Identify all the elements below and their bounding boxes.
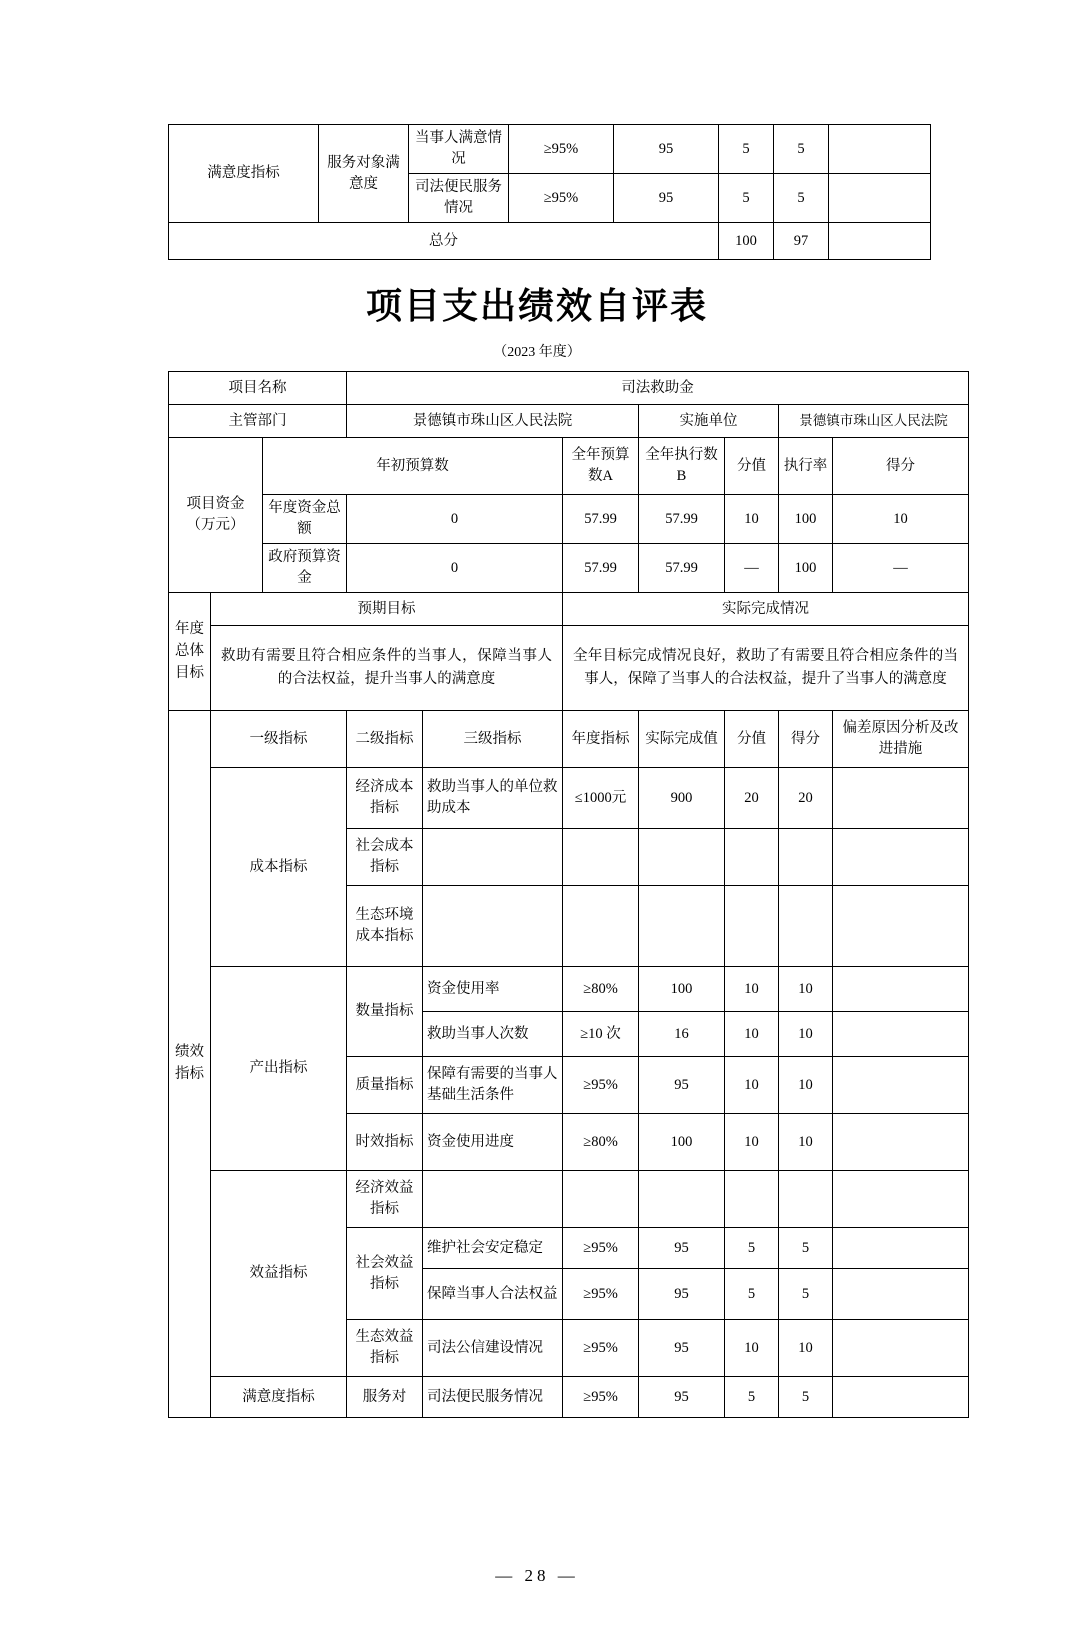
cell-level1: 成本指标 — [211, 768, 347, 967]
cell-level3 — [423, 886, 563, 967]
cell-level1: 产出指标 — [211, 967, 347, 1171]
cell-level2: 服务对 — [347, 1377, 423, 1418]
cell-score-value: 10 — [725, 1320, 779, 1377]
page-number: — 28 — — [495, 1566, 579, 1585]
header-remark: 偏差原因分析及改进措施 — [833, 711, 969, 768]
cell-score — [779, 886, 833, 967]
header-begin-budget: 年初预算数 — [263, 438, 563, 495]
header-exec-rate: 执行率 — [779, 438, 833, 495]
cell-actual: 95 — [639, 1320, 725, 1377]
total-value: 100 — [719, 223, 774, 260]
cell-actual: 16 — [639, 1012, 725, 1057]
table-row — [169, 125, 931, 174]
funds-score: 10 — [833, 495, 969, 544]
label-unit: 实施单位 — [639, 405, 779, 438]
cell-score-value: 5 — [725, 1377, 779, 1418]
cell-annual-target: ≥95% — [509, 125, 614, 174]
cell-actual — [639, 886, 725, 967]
cell-score: 5 — [774, 125, 829, 174]
cell-level3: 救助当事人的单位救助成本 — [423, 768, 563, 829]
cell-annual-target — [563, 886, 639, 967]
value-unit: 景德镇市珠山区人民法院 — [779, 405, 969, 438]
document-page — [0, 124, 1074, 1644]
cell-level3: 司法便民服务情况 — [423, 1377, 563, 1418]
header-year-budget: 全年预算数A — [563, 438, 639, 495]
cell-level2: 社会效益指标 — [347, 1228, 423, 1320]
header-level1: 一级指标 — [211, 711, 347, 768]
row-department — [169, 405, 969, 438]
label-department: 主管部门 — [169, 405, 347, 438]
cell-annual-target — [563, 1171, 639, 1228]
row-funds-government — [169, 544, 969, 593]
page-title: 项目支出绩效自评表 — [365, 286, 708, 327]
cell-level3: 司法便民服务情况 — [409, 174, 509, 223]
cell-level2: 生态效益指标 — [347, 1320, 423, 1377]
cell-level3 — [423, 1171, 563, 1228]
cell-score — [779, 829, 833, 886]
cell-level3: 资金使用率 — [423, 967, 563, 1012]
cell-actual — [639, 1171, 725, 1228]
cell-annual-target: ≥80% — [563, 967, 639, 1012]
funds-begin-budget: 0 — [347, 544, 563, 593]
cell-remark — [833, 768, 969, 829]
cell-level2: 经济成本指标 — [347, 768, 423, 829]
header-score-value: 分值 — [725, 711, 779, 768]
cell-score: 5 — [779, 1377, 833, 1418]
cell-level3: 保障当事人合法权益 — [423, 1269, 563, 1320]
cell-remark — [833, 967, 969, 1012]
cell-score-value: 5 — [725, 1269, 779, 1320]
funds-year-budget: 57.99 — [563, 495, 639, 544]
cell-actual: 95 — [614, 174, 719, 223]
cell-score: 10 — [779, 1057, 833, 1114]
cell-level2: 社会成本指标 — [347, 829, 423, 886]
cell-actual: 95 — [639, 1269, 725, 1320]
label-actual-completion: 实际完成情况 — [563, 593, 969, 626]
header-score-value: 分值 — [725, 438, 779, 495]
cell-annual-target: ≥95% — [563, 1320, 639, 1377]
header-actual-value: 实际完成值 — [639, 711, 725, 768]
cell-level2: 服务对象满意度 — [319, 125, 409, 223]
value-project-name: 司法救助金 — [347, 372, 969, 405]
funds-year-budget: 57.99 — [563, 544, 639, 593]
funds-row-name: 政府预算资金 — [263, 544, 347, 593]
cell-level3: 资金使用进度 — [423, 1114, 563, 1171]
cell-annual-target: ≤1000元 — [563, 768, 639, 829]
cell-actual: 95 — [639, 1057, 725, 1114]
cell-level3: 司法公信建设情况 — [423, 1320, 563, 1377]
header-level3: 三级指标 — [423, 711, 563, 768]
cell-score-value: 20 — [725, 768, 779, 829]
table-row — [169, 1171, 969, 1228]
text-actual-completion: 全年目标完成情况良好，救助了有需要且符合相应条件的当事人，保障了当事人的合法权益，提升了当事人的满意度 — [563, 626, 969, 711]
page-subtitle: （2023 年度） — [493, 345, 581, 361]
cell-annual-target: ≥80% — [563, 1114, 639, 1171]
cell-level3: 保障有需要的当事人基础生活条件 — [423, 1057, 563, 1114]
cell-level3 — [423, 829, 563, 886]
cell-annual-target: ≥95% — [563, 1057, 639, 1114]
cell-annual-target: ≥10 次 — [563, 1012, 639, 1057]
value-department: 景德镇市珠山区人民法院 — [347, 405, 639, 438]
cell-level3: 救助当事人次数 — [423, 1012, 563, 1057]
cell-annual-target: ≥95% — [563, 1269, 639, 1320]
cell-remark — [833, 1114, 969, 1171]
funds-score-value: — — [725, 544, 779, 593]
cell-actual: 95 — [639, 1377, 725, 1418]
funds-score: — — [833, 544, 969, 593]
cell-score: 20 — [779, 768, 833, 829]
cell-level2: 质量指标 — [347, 1057, 423, 1114]
cell-remark — [833, 886, 969, 967]
performance-self-evaluation-table — [168, 371, 969, 1418]
cell-remark — [833, 1057, 969, 1114]
funds-year-exec: 57.99 — [639, 544, 725, 593]
cell-score: 5 — [774, 174, 829, 223]
cell-remark — [833, 1320, 969, 1377]
funds-exec-rate: 100 — [779, 495, 833, 544]
header-score: 得分 — [833, 438, 969, 495]
funds-row-name: 年度资金总额 — [263, 495, 347, 544]
label-annual-goal — [169, 593, 211, 711]
label-project-funds-line2: （万元） — [186, 517, 245, 534]
label-annual-goal-text: 年度总体目标 — [175, 621, 204, 681]
cell-remark — [833, 1377, 969, 1418]
cell-actual: 100 — [639, 1114, 725, 1171]
cell-level3: 维护社会安定稳定 — [423, 1228, 563, 1269]
cell-score: 10 — [779, 1012, 833, 1057]
cell-score-value: 10 — [725, 1012, 779, 1057]
cell-score-value: 10 — [725, 967, 779, 1012]
cell-score: 10 — [779, 967, 833, 1012]
cell-remark — [829, 174, 931, 223]
cell-score: 5 — [779, 1269, 833, 1320]
header-score: 得分 — [779, 711, 833, 768]
cell-score-value: 5 — [719, 174, 774, 223]
label-performance-indicator — [169, 711, 211, 1418]
cell-actual: 100 — [639, 967, 725, 1012]
cell-level3: 当事人满意情况 — [409, 125, 509, 174]
table-row — [169, 967, 969, 1012]
row-funds-total — [169, 495, 969, 544]
header-annual-target: 年度指标 — [563, 711, 639, 768]
text-expected-goal: 救助有需要且符合相应条件的当事人，保障当事人的合法权益，提升当事人的满意度 — [211, 626, 563, 711]
row-goal-content — [169, 626, 969, 711]
cell-score-value: 10 — [725, 1057, 779, 1114]
label-project-name: 项目名称 — [169, 372, 347, 405]
cell-annual-target: ≥95% — [563, 1377, 639, 1418]
table-row — [169, 768, 969, 829]
cell-annual-target — [563, 829, 639, 886]
cell-level2: 数量指标 — [347, 967, 423, 1057]
table-row-total — [169, 223, 931, 260]
total-label: 总分 — [169, 223, 719, 260]
header-year-exec: 全年执行数 B — [639, 438, 725, 495]
continued-indicator-table — [168, 124, 931, 260]
cell-score: 10 — [779, 1320, 833, 1377]
cell-score: 5 — [779, 1228, 833, 1269]
cell-score-value — [725, 886, 779, 967]
cell-score: 10 — [779, 1114, 833, 1171]
cell-remark — [829, 125, 931, 174]
cell-remark — [833, 1228, 969, 1269]
cell-actual — [639, 829, 725, 886]
cell-remark — [833, 1012, 969, 1057]
cell-level2: 生态环境成本指标 — [347, 886, 423, 967]
cell-level2: 时效指标 — [347, 1114, 423, 1171]
cell-level2: 经济效益指标 — [347, 1171, 423, 1228]
total-score: 97 — [774, 223, 829, 260]
label-project-funds — [169, 438, 263, 593]
row-perf-header — [169, 711, 969, 768]
cell-remark — [833, 1171, 969, 1228]
funds-begin-budget: 0 — [347, 495, 563, 544]
row-goal-header — [169, 593, 969, 626]
label-project-funds-line1: 项目资金 — [186, 496, 245, 513]
cell-actual: 95 — [639, 1228, 725, 1269]
label-performance-indicator-text: 绩效指标 — [175, 1044, 204, 1083]
cell-score — [779, 1171, 833, 1228]
cell-score-value — [725, 829, 779, 886]
row-funds-header — [169, 438, 969, 495]
cell-annual-target: ≥95% — [509, 174, 614, 223]
total-remark — [829, 223, 931, 260]
cell-level1: 效益指标 — [211, 1171, 347, 1377]
funds-score-value: 10 — [725, 495, 779, 544]
cell-remark — [833, 829, 969, 886]
funds-exec-rate: 100 — [779, 544, 833, 593]
cell-score-value — [725, 1171, 779, 1228]
cell-level1: 满意度指标 — [211, 1377, 347, 1418]
cell-level1: 满意度指标 — [169, 125, 319, 223]
cell-remark — [833, 1269, 969, 1320]
row-project-name — [169, 372, 969, 405]
cell-annual-target: ≥95% — [563, 1228, 639, 1269]
label-expected-goal: 预期目标 — [211, 593, 563, 626]
cell-actual: 900 — [639, 768, 725, 829]
cell-score-value: 5 — [725, 1228, 779, 1269]
table-row — [169, 1377, 969, 1418]
cell-actual: 95 — [614, 125, 719, 174]
cell-score-value: 10 — [725, 1114, 779, 1171]
cell-score-value: 5 — [719, 125, 774, 174]
funds-year-exec: 57.99 — [639, 495, 725, 544]
header-level2: 二级指标 — [347, 711, 423, 768]
